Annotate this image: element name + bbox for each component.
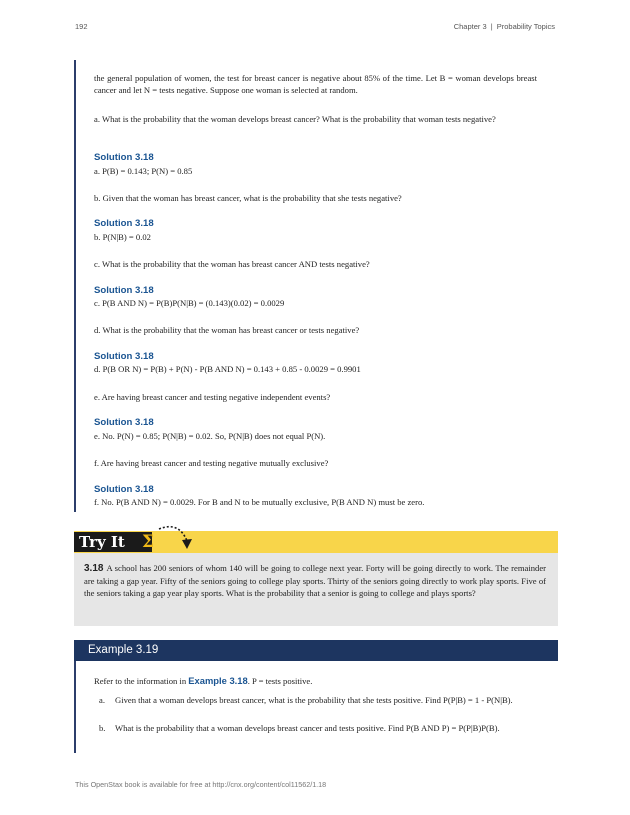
header-separator: | [490, 22, 493, 31]
try-it-label: Try It [74, 532, 152, 552]
chapter-title: Probability Topics [496, 22, 555, 31]
question-e: e. Are having breast cancer and testing negative independent events? [94, 392, 331, 402]
running-header [454, 22, 555, 31]
answer-f: f. No. P(B AND N) = 0.0029. For B and N to be mutually exclusive, P(B AND N) must be zero. [94, 497, 425, 507]
intro-paragraph: the general population of women, the test for breast cancer is negative about 85% of the time. Let B = woman develops breast cancer and let N = tests negative. Suppose one woman is selected at random. [94, 73, 537, 95]
example-link[interactable]: Example 3.18 [188, 675, 248, 686]
answer-b: b. P(N|B) = 0.02 [94, 232, 151, 242]
example-intro-before: Refer to the information in [94, 676, 189, 686]
solution-title-b: Solution 3.18 [94, 218, 154, 229]
sigma-icon: Σ [142, 532, 155, 552]
example-intro-after: . P = tests positive. [247, 676, 313, 686]
list-text-b: What is the probability that a woman develops breast cancer and tests positive. Find P(B AND P) = P(P|B)P(B). [115, 723, 500, 733]
answer-a: a. P(B) = 0.143; P(N) = 0.85 [94, 166, 193, 176]
example-header [74, 640, 558, 661]
solution-title-e: Solution 3.18 [94, 417, 154, 428]
question-a: a. What is the probability that the woman develops breast cancer? What is the probability that woman tests negative? [94, 114, 496, 124]
solution-title-f: Solution 3.18 [94, 484, 154, 495]
list-text-a: Given that a woman develops breast cancer, what is the probability that she tests positive. Find P(P|B) = 1 - P(N|B). [115, 695, 513, 705]
list-item-b [94, 722, 537, 734]
answer-c: c. P(B AND N) = P(B)P(N|B) = (0.143)(0.02) = 0.0029 [94, 298, 285, 308]
exercise-text: A school has 200 seniors of whom 140 will be going to college next year. Forty will be going directly to work. The remainder are taking a gap year. Fifty of the seniors going to college play sports. Thirty of the seniors going directly to work play sports. Five of the seniors taking a gap year play sports. What is the probability that a senior is going to college and plays sports? [84, 563, 546, 598]
curved-arrow-icon [155, 523, 195, 551]
footer-note: This OpenStax book is available for free at http://cnx.org/content/col11562/1.18 [75, 780, 327, 789]
example-intro [94, 675, 537, 687]
try-it-exercise [84, 562, 546, 599]
list-marker-b: b. [99, 723, 106, 733]
solution-title-a: Solution 3.18 [94, 152, 154, 163]
list-marker-a: a. [99, 695, 105, 705]
example-title: Example 3.19 [88, 644, 159, 656]
answer-e: e. No. P(N) = 0.85; P(N|B) = 0.02. So, P(N|B) does not equal P(N). [94, 431, 326, 441]
list-item-a [94, 694, 537, 706]
exercise-number: 3.18 [84, 563, 104, 574]
question-d: d. What is the probability that the woman has breast cancer or tests negative? [94, 325, 360, 335]
chapter-number: Chapter 3 [453, 22, 487, 31]
solution-title-c: Solution 3.18 [94, 285, 154, 296]
question-b: b. Given that the woman has breast cancer, what is the probability that she tests negative? [94, 193, 402, 203]
page-number: 192 [75, 22, 88, 31]
question-f: f. Are having breast cancer and testing negative mutually exclusive? [94, 458, 329, 468]
question-c: c. What is the probability that the woman has breast cancer AND tests negative? [94, 259, 370, 269]
solution-title-d: Solution 3.18 [94, 351, 154, 362]
answer-d: d. P(B OR N) = P(B) + P(N) - P(B AND N) = 0.143 + 0.85 - 0.0029 = 0.9901 [94, 364, 361, 374]
